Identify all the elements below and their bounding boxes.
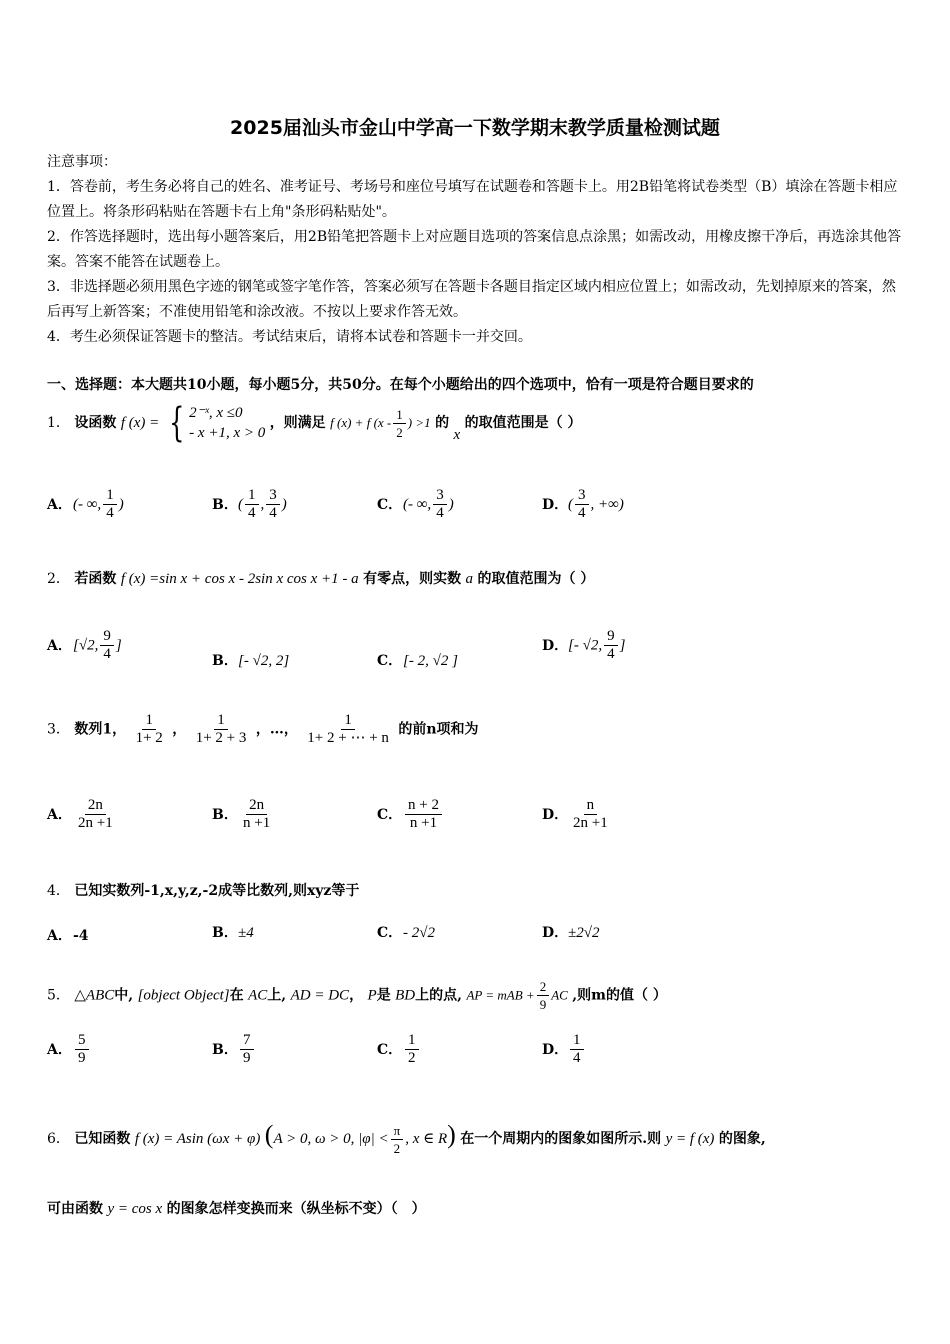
q1-option-d[interactable]: D．( $\frac{3}{4}$ , +∞) (542, 487, 624, 521)
q2-option-d[interactable]: D．[- √2, $\frac{9}{4}$ ] (542, 628, 626, 662)
q2-option-b[interactable]: B．[- √2, 2] (212, 653, 290, 669)
q4-option-a[interactable]: A．-4 (47, 928, 89, 944)
q4-option-b[interactable]: B．±4 (212, 925, 254, 941)
fraction: $\frac{1}{2}$ (393, 406, 406, 441)
q4-option-d[interactable]: D．±2√2 (542, 925, 600, 941)
note-item-1: 1．答卷前，考生务必将自己的姓名、准考证号、考场号和座位号填写在试题卷和答题卡上。用2B铅笔将试卷类型（B）填涂在答题卡相应位置上。将条形码粘贴在答题卡右上角"条形码粘贴处"。 (47, 179, 898, 220)
note-item-4: 4．考生必须保证答题卡的整洁。考试结束后，请将本试卷和答题卡一并交回。 (47, 329, 532, 345)
q3-option-d[interactable]: D． $\frac{n}{2n +1}$ (542, 797, 608, 831)
q5-option-a[interactable]: A． $\frac{5}{9}$ (47, 1032, 91, 1067)
notes-heading: 注意事项： (47, 154, 117, 170)
question-2: 2． 若函数 f (x) =sin x + cos x - 2sin x cos x +1 - a 有零点，则实数 a 的取值范围为（ ） (47, 571, 595, 587)
q1-option-b[interactable]: B．( $\frac{1}{4}$ , $\frac{3}{4}$ ) (212, 487, 287, 521)
piecewise-brace: { 2⁻ˣ, x ≤0 - x +1, x > 0 (168, 400, 266, 446)
page-title: 2025届汕头市金山中学高一下数学期末教学质量检测试题 (230, 117, 720, 139)
question-1: 1． 设函数 f (x) = { 2⁻ˣ, x ≤0 - x +1, x > 0 ，则满足 f (x) + f (x - $\frac{1}{2}$ ) >1 的 x 的取值范围是（ ） (47, 400, 582, 446)
q2-option-c[interactable]: C．[- 2, √2 ] (377, 653, 458, 669)
question-3: 3． 数列1， $\frac{1}{1+ 2}$ ， $\frac{1}{1+ 2 + 3}$ ，…， $\frac{1}{1+ 2 + \cdots + n}$ 的前n项和为 (47, 712, 479, 746)
q3-option-a[interactable]: A． $\frac{2n}{2n +1}$ (47, 797, 113, 831)
q3-option-b[interactable]: B． $\frac{2n}{n +1}$ (212, 797, 271, 831)
q5-option-d[interactable]: D． $\frac{1}{4}$ (542, 1032, 586, 1067)
section-heading: 一、选择题：本大题共10小题，每小题5分，共50分。在每个小题给出的四个选项中，恰有一项是符合题目要求的 (47, 377, 754, 393)
question-6: 6． 已知函数 f (x) = Asin (ωx + φ) (A > 0, ω > 0, |φ| < $\frac{\pi}{2}$ , x ∈ R) 在一个周期内的图象如图所示.则 y = f (x) 的图象, (47, 1120, 766, 1156)
notes-block (47, 150, 907, 350)
question-4: 4． 已知实数列-1,x,y,z,-2成等比数列,则xyz等于 (47, 883, 360, 899)
q1-option-a[interactable]: A．(- ∞, $\frac{1}{4}$ ) (47, 487, 124, 521)
question-5: 5． △ABC中, [object Object]在 AC上, AD = DC， P是 BD上的点, AP = mAB + $\frac{2}{9}$ AC ,则m的值（ ） (47, 979, 667, 1012)
q2-option-a[interactable]: A．[√2, $\frac{9}{4}$ ] (47, 628, 122, 662)
note-item-2: 2．作答选择题时，选出每小题答案后，用2B铅笔把答题卡上对应题目选项的答案信息点涂黑；如需改动，用橡皮擦干净后，再选涂其他答案。答案不能答在试题卷上。 (47, 229, 902, 270)
q1-option-c[interactable]: C．(- ∞, $\frac{3}{4}$ ) (377, 487, 454, 521)
q3-option-c[interactable]: C． $\frac{n + 2}{n +1}$ (377, 797, 444, 832)
note-item-3: 3．非选择题必须用黑色字迹的钢笔或签字笔作答，答案必须写在答题卡各题目指定区域内相应位置上；如需改动，先划掉原来的答案，然后再写上新答案；不准使用铅笔和涂改液。不按以上要求作答无效。 (47, 279, 896, 320)
q5-option-c[interactable]: C． $\frac{1}{2}$ (377, 1032, 421, 1067)
q5-option-b[interactable]: B． $\frac{7}{9}$ (212, 1032, 256, 1067)
question-6-line-2: 可由函数 y = cos x 的图象怎样变换而来（纵坐标不变）（ ） (47, 1201, 426, 1217)
q4-option-c[interactable]: C．- 2√2 (377, 925, 435, 941)
